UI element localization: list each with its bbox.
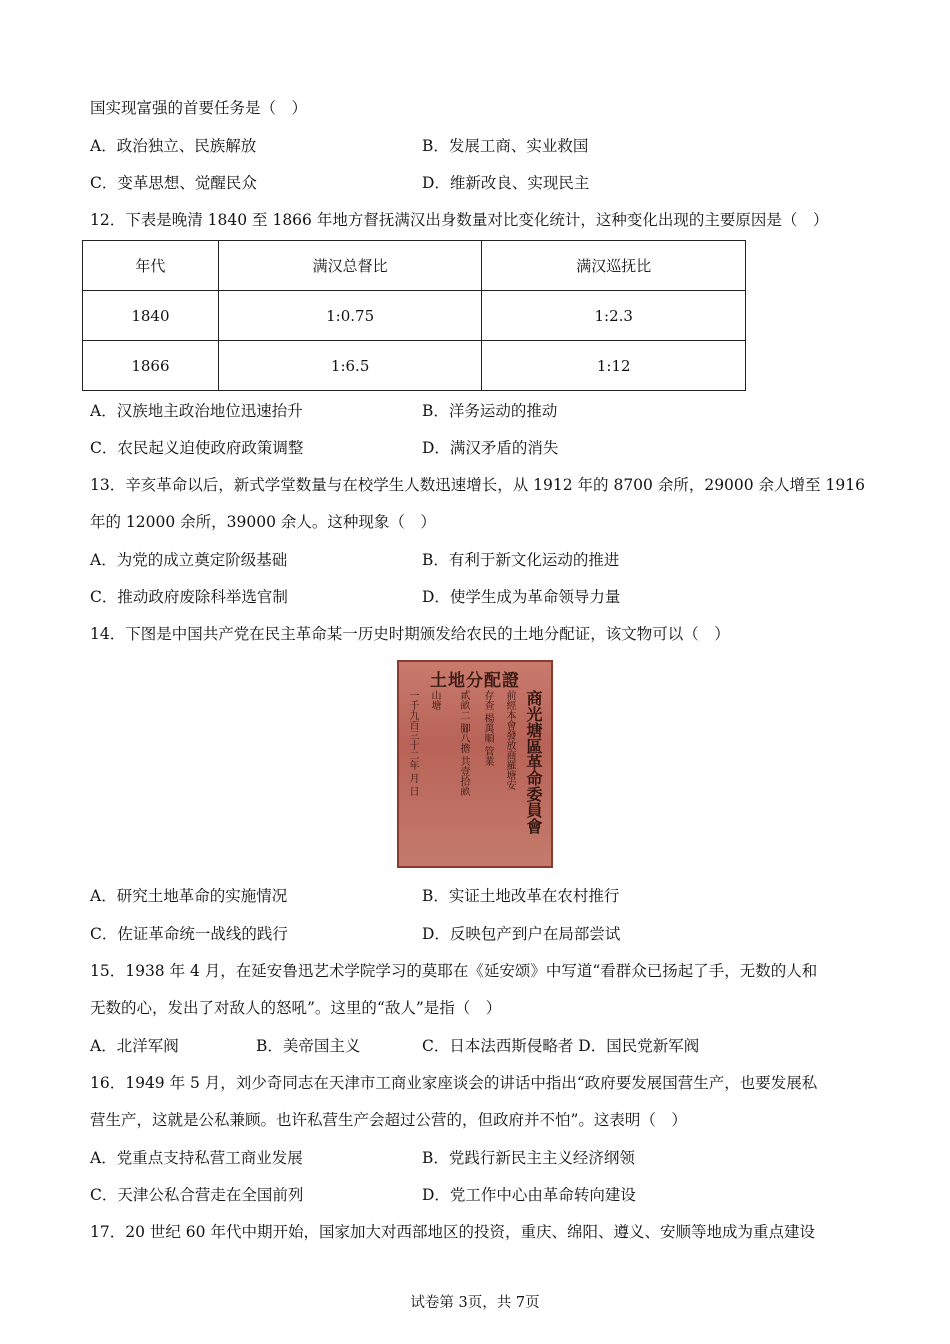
q16-stem-line2: 营生产，这就是公私兼顾。也许私营生产会超过公营的，但政府并不怕”。这表明（ ） <box>90 1111 687 1129</box>
table-cell: 1:2.3 <box>482 291 746 341</box>
q15-option-cd: C．日本法西斯侵略者 D．国民党新军阀 <box>422 1037 700 1055</box>
q16-stem-line1: 16．1949 年 5 月，刘少奇同志在天津市工商业家座谈会的讲话中指出“政府要发展国营生产，也要发展私 <box>90 1074 818 1092</box>
q13-stem-line1: 13．辛亥革命以后，新式学堂数量与在校学生人数迅速增长，从 1912 年的 8700 余所，29000 余人增至 1916 <box>90 476 865 494</box>
certificate-text: 前經本會發放商羅塘安 <box>504 690 515 790</box>
q16-option-b: B．党践行新民主主义经济纲领 <box>422 1149 635 1167</box>
land-certificate-image <box>397 660 553 868</box>
certificate-date: 一千九百三十二年 月 日 <box>407 690 418 797</box>
q12-table <box>82 240 746 391</box>
certificate-text: 貳畝二 腳八擔 共壹拾畝 <box>458 690 469 797</box>
table-header-cell: 满汉总督比 <box>218 241 482 291</box>
certificate-issuer: 商光塘區革命委員會 <box>524 690 543 834</box>
q12-option-b: B．洋务运动的推动 <box>422 402 558 420</box>
table-cell: 1840 <box>83 291 219 341</box>
table-header-cell: 满汉巡抚比 <box>482 241 746 291</box>
certificate-text: 存查 楊萬順 管業 <box>482 690 493 767</box>
q13-option-d: D．使学生成为革命领导力量 <box>422 588 621 606</box>
q11-option-b: B．发展工商、实业救国 <box>422 137 589 155</box>
q14-option-b: B．实证土地改革在农村推行 <box>422 887 620 905</box>
q17-stem-line1: 17．20 世纪 60 年代中期开始，国家加大对西部地区的投资，重庆、绵阳、遵义、安顺等地成为重点建设 <box>90 1223 815 1241</box>
q11-stem-tail: 国实现富强的首要任务是（ ） <box>90 99 308 117</box>
q13-option-c: C．推动政府废除科举选官制 <box>90 588 288 606</box>
q12-option-d: D．满汉矛盾的消失 <box>422 439 559 457</box>
table-header-cell: 年代 <box>83 241 219 291</box>
q11-option-d: D．维新改良、实现民主 <box>422 174 590 192</box>
q14-option-d: D．反映包产到户在局部尝试 <box>422 925 621 943</box>
q16-option-c: C．天津公私合营走在全国前列 <box>90 1186 304 1204</box>
table-cell: 1:0.75 <box>218 291 482 341</box>
q15-stem-line1: 15．1938 年 4 月，在延安鲁迅艺术学院学习的莫耶在《延安颂》中写道“看群众已扬起了手，无数的人和 <box>90 962 818 980</box>
q13-option-b: B．有利于新文化运动的推进 <box>422 551 620 569</box>
table-row <box>83 291 746 341</box>
q11-option-c: C．变革思想、觉醒民众 <box>90 174 257 192</box>
table-row <box>83 341 746 391</box>
q12-stem: 12．下表是晚清 1840 至 1866 年地方督抚满汉出身数量对比变化统计，这种变化出现的主要原因是（ ） <box>90 211 829 229</box>
q11-option-a: A．政治独立、民族解放 <box>90 137 257 155</box>
q14-stem: 14．下图是中国共产党在民主革命某一历史时期颁发给农民的土地分配证，该文物可以（ ） <box>90 625 730 643</box>
q15-option-b: B．美帝国主义 <box>256 1037 361 1055</box>
q14-option-c: C．佐证革命统一战线的践行 <box>90 925 288 943</box>
q12-option-c: C．农民起义迫使政府政策调整 <box>90 439 304 457</box>
q15-stem-line2: 无数的心，发出了对敌人的怒吼”。这里的“敌人”是指（ ） <box>90 999 502 1017</box>
q12-option-a: A．汉族地主政治地位迅速抬升 <box>90 402 303 420</box>
table-cell: 1:6.5 <box>218 341 482 391</box>
certificate-title: 土地分配證 <box>430 671 520 691</box>
certificate-text: 山塘 <box>429 690 440 710</box>
page-footer: 试卷第 3页，共 7页 <box>410 1295 540 1311</box>
table-header-row <box>83 241 746 291</box>
q16-option-a: A．党重点支持私营工商业发展 <box>90 1149 303 1167</box>
q15-option-a: A．北洋军阀 <box>90 1037 179 1055</box>
q13-stem-line2: 年的 12000 余所，39000 余人。这种现象（ ） <box>90 513 436 531</box>
q16-option-d: D．党工作中心由革命转向建设 <box>422 1186 636 1204</box>
q13-option-a: A．为党的成立奠定阶级基础 <box>90 551 288 569</box>
q14-option-a: A．研究土地革命的实施情况 <box>90 887 288 905</box>
table-cell: 1866 <box>83 341 219 391</box>
table-cell: 1:12 <box>482 341 746 391</box>
